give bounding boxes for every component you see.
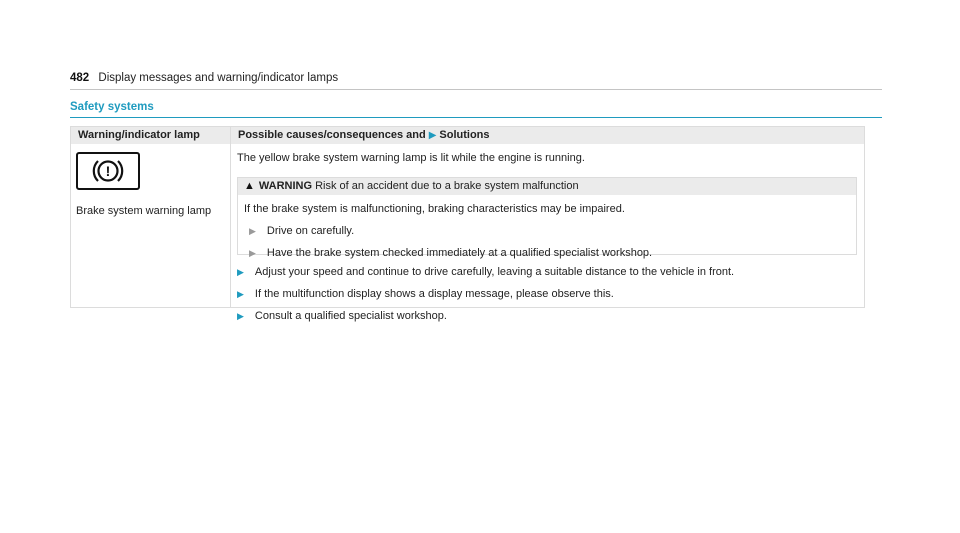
lamp-label: Brake system warning lamp [76, 205, 212, 217]
solutions-column-header [231, 127, 864, 144]
step-arrow-icon: ▶ [249, 226, 256, 236]
brake-warning-lamp-icon [76, 152, 140, 190]
warning-triangle-icon: ▲ [244, 180, 255, 192]
solution-text: Adjust your speed and continue to drive carefully, leaving a suitable distance to the vehicle in front. [254, 266, 735, 278]
page-number: 482 [70, 72, 90, 84]
solution-list [237, 265, 864, 323]
warning-step-text: Have the brake system checked immediately at a qualified specialist workshop. [266, 247, 653, 259]
warning-lamp-table [70, 126, 865, 322]
warning-box [237, 177, 857, 259]
lamp-column [71, 127, 231, 307]
solutions-header-text: Solutions [439, 129, 490, 141]
lamp-column-header: Warning/indicator lamp [71, 127, 230, 144]
warning-step [249, 224, 856, 238]
warning-header [238, 178, 856, 195]
solutions-arrow-icon: ▶ [428, 130, 437, 141]
solutions-column [231, 127, 864, 322]
solution-item [237, 265, 864, 279]
step-arrow-icon: ▶ [249, 248, 256, 258]
warning-step-text: Drive on carefully. [266, 225, 355, 237]
solution-arrow-icon: ▶ [237, 267, 244, 277]
warning-step [249, 246, 856, 260]
warning-title: WARNING [258, 180, 313, 192]
solution-arrow-icon: ▶ [237, 289, 244, 299]
solution-item [237, 309, 864, 323]
lamp-symbol-text: ! [105, 163, 111, 179]
warning-headline: Risk of an accident due to a brake system malfunction [315, 180, 579, 192]
page-header-title: Display messages and warning/indicator lamps [98, 72, 339, 84]
causes-header-text: Possible causes/consequences and [238, 129, 426, 141]
solution-text: If the multifunction display shows a display message, please observe this. [254, 288, 614, 300]
page-header [70, 72, 882, 90]
solution-arrow-icon: ▶ [237, 311, 244, 321]
solution-text: Consult a qualified specialist workshop. [254, 310, 447, 322]
intro-text: The yellow brake system warning lamp is lit while the engine is running. [237, 152, 585, 164]
warning-body: If the brake system is malfunctioning, braking characteristics may be impaired. [244, 203, 625, 215]
section-title: Safety systems [70, 101, 882, 118]
solution-item [237, 287, 864, 301]
